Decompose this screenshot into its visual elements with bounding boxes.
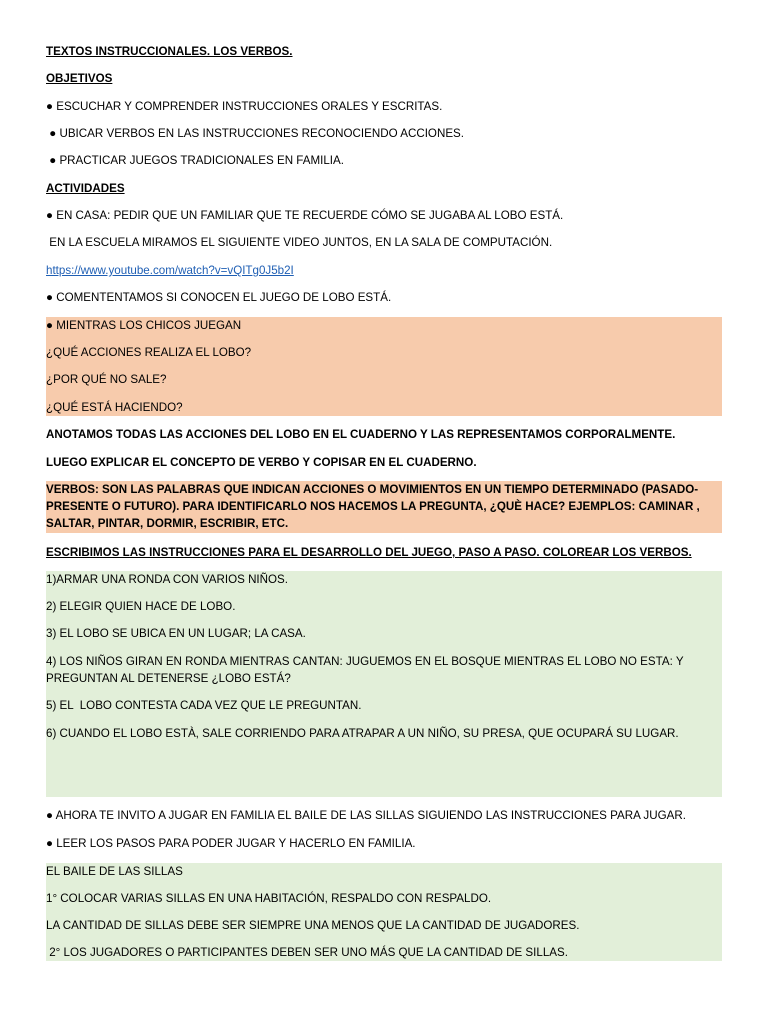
question-item: ¿QUÉ ESTÁ HACIENDO? [46, 401, 183, 414]
video-link[interactable]: https://www.youtube.com/watch?v=vQITg0J5b2I [46, 264, 294, 277]
objetivo-item: ● ESCUCHAR Y COMPRENDER INSTRUCCIONES ORALES Y ESCRITAS. [46, 100, 443, 113]
read-text: ● LEER LOS PASOS PARA PODER JUGAR Y HACERLO EN FAMILIA. [46, 837, 416, 850]
baile-title: EL BAILE DE LAS SILLAS [46, 865, 183, 878]
baile-line: 1° COLOCAR VARIAS SILLAS EN UNA HABITACIÓN, RESPALDO CON RESPALDO. [46, 892, 492, 905]
invite-text: ● AHORA TE INVITO A JUGAR EN FAMILIA EL BAILE DE LAS SILLAS SIGUIENDO LAS INSTRUCCIONES PARA JUGAR. [46, 809, 686, 822]
instructions-heading: ESCRIBIMOS LAS INSTRUCCIONES PARA EL DESARROLLO DEL JUEGO, PASO A PASO. COLOREAR LOS VERBOS. [46, 546, 692, 559]
baile-line: 2° LOS JUGADORES O PARTICIPANTES DEBEN SER UNO MÁS QUE LA CANTIDAD DE SILLAS. [46, 946, 568, 959]
step-item: 3) EL LOBO SE UBICA EN UN LUGAR; LA CASA. [46, 627, 306, 640]
document-title: TEXTOS INSTRUCCIONALES. LOS VERBOS. [46, 45, 293, 58]
actividad-school: EN LA ESCUELA MIRAMOS EL SIGUIENTE VIDEO JUNTOS, EN LA SALA DE COMPUTACIÓN. [46, 236, 553, 249]
step-item: 4) LOS NIÑOS GIRAN EN RONDA MIENTRAS CANTAN: JUGUEMOS EN EL BOSQUE MIENTRAS EL LOBO NO ESTA: Y PREGUNTAN AL DETENERSE ¿LOBO ESTÁ? [46, 655, 684, 685]
verb-definition: VERBOS: SON LAS PALABRAS QUE INDICAN ACCIONES O MOVIMIENTOS EN UN TIEMPO DETERMINADO (PASADO-PRESENTE O FUTURO). PARA IDENTIFICARLO NOS HACEMOS LA PREGUNTA, ¿QUÈ HACE? EJEMPLOS: CAMINAR , SALTAR, PINTAR, DORMIR, ESCRIBIR, ETC. [46, 483, 700, 530]
objetivo-item: ● PRACTICAR JUEGOS TRADICIONALES EN FAMILIA. [46, 154, 344, 167]
actividad-home: ● EN CASA: PEDIR QUE UN FAMILIAR QUE TE RECUERDE CÓMO SE JUGABA AL LOBO ESTÁ. [46, 209, 564, 222]
objetivos-heading: OBJETIVOS [46, 72, 113, 85]
note-luego: LUEGO EXPLICAR EL CONCEPTO DE VERBO Y COPISAR EN EL CUADERNO. [46, 456, 477, 469]
step-item: 6) CUANDO EL LOBO ESTÀ, SALE CORRIENDO PARA ATRAPAR A UN NIÑO, SU PRESA, QUE OCUPARÁ SU LUGAR. [46, 727, 679, 740]
actividad-comment: ● COMENTENTAMOS SI CONOCEN EL JUEGO DE LOBO ESTÁ. [46, 291, 392, 304]
question-item: ● MIENTRAS LOS CHICOS JUEGAN [46, 319, 242, 332]
step-item: 2) ELEGIR QUIEN HACE DE LOBO. [46, 600, 236, 613]
step-item: 1)ARMAR UNA RONDA CON VARIOS NIÑOS. [46, 573, 289, 586]
question-item: ¿POR QUÉ NO SALE? [46, 373, 167, 386]
objetivo-item: ● UBICAR VERBOS EN LAS INSTRUCCIONES RECONOCIENDO ACCIONES. [46, 127, 465, 140]
baile-line: LA CANTIDAD DE SILLAS DEBE SER SIEMPRE UNA MENOS QUE LA CANTIDAD DE JUGADORES. [46, 919, 580, 932]
actividades-heading: ACTIVIDADES [46, 182, 125, 195]
step-item: 5) EL LOBO CONTESTA CADA VEZ QUE LE PREGUNTAN. [46, 699, 362, 712]
note-anotamos: ANOTAMOS TODAS LAS ACCIONES DEL LOBO EN EL CUADERNO Y LAS REPRESENTAMOS CORPORALMENTE. [46, 428, 676, 441]
question-item: ¿QUÉ ACCIONES REALIZA EL LOBO? [46, 346, 252, 359]
